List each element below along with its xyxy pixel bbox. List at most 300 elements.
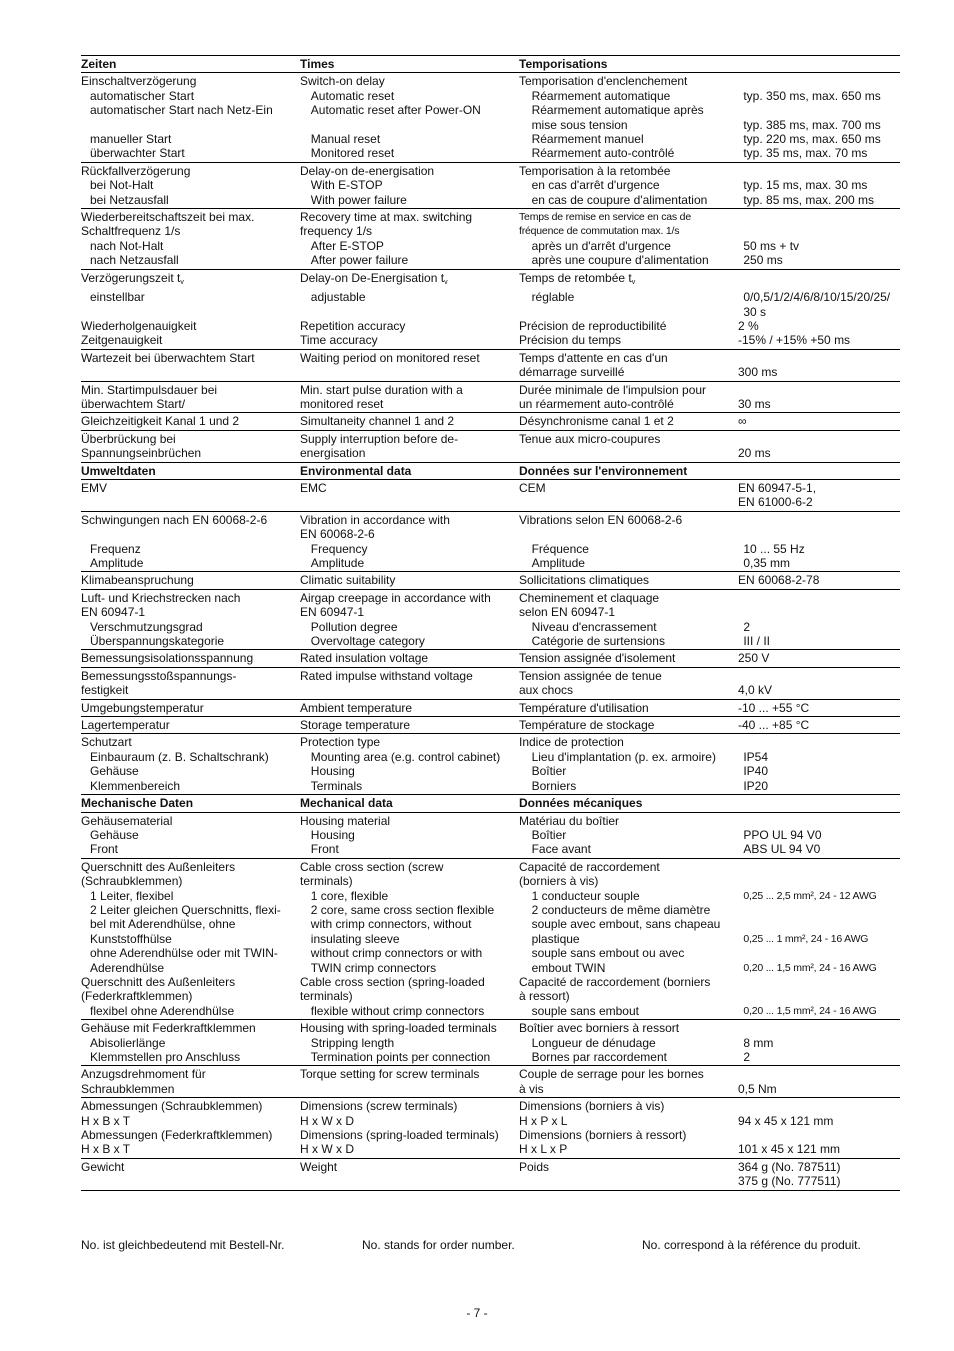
table-row (81, 89, 900, 103)
cell-de: nach Not-Halt (90, 238, 164, 253)
cell-en: Automatic reset after Power-ON (310, 103, 481, 118)
cell-en (302, 118, 523, 132)
cell-value: IP40 (743, 764, 769, 779)
cell-de: Gleichzeitigkeit Kanal 1 und 2 (81, 414, 240, 429)
cell-fr: en cas d'arrêt d'urgence (531, 178, 660, 193)
cell-fr: aux chocs (519, 683, 574, 698)
cell-de (81, 118, 302, 132)
table-row (81, 903, 900, 917)
cell-de (81, 1174, 300, 1188)
cell-en (300, 1082, 519, 1096)
cell-en: energisation (300, 446, 366, 461)
table-row (81, 735, 900, 749)
cell-value: EN 61000-6-2 (738, 495, 813, 510)
cell-fr: Réarmement auto-contrôlé (531, 146, 675, 161)
cell-de: Einschaltverzögerung (81, 74, 197, 89)
table-section (81, 571, 900, 588)
cell-en: Vibration in accordance with (300, 512, 450, 527)
cell-de: Wartezeit bei überwachtem Start (81, 350, 255, 365)
cell-fr: Boîtier (531, 764, 567, 779)
cell-en: Housing (310, 827, 355, 842)
cell-en: EMC (300, 480, 327, 495)
cell-value (743, 103, 900, 117)
cell-de: Gehäuse (90, 827, 139, 842)
cell-value (738, 271, 900, 290)
cell-fr: souple sans embout (531, 1003, 639, 1018)
table-row (81, 527, 900, 541)
cell-fr: Données mécaniques (519, 796, 643, 811)
cell-fr: Temps d'attente en cas d'un (519, 350, 668, 365)
cell-value: 2 (743, 619, 751, 634)
cell-en: Protection type (300, 735, 381, 750)
cell-en: Manual reset (310, 132, 381, 147)
cell-value: 10 ... 55 Hz (743, 541, 805, 556)
cell-value: 0,20 ... 1,5 mm², 24 - 16 AWG (743, 1004, 877, 1017)
cell-en: Recovery time at max. switching (300, 210, 473, 225)
cell-fr: embout TWIN (531, 960, 606, 975)
cell-fr: Temporisation à la retombée (519, 163, 671, 178)
cell-fr: 1 conducteur souple (531, 888, 640, 903)
cell-value: 101 x 45 x 121 mm (738, 1142, 841, 1157)
cell-de: Rückfallverzögerung (81, 163, 191, 178)
table-row (81, 605, 900, 619)
cell-value: 30 ms (738, 396, 771, 411)
cell-de: Querschnitt des Außenleiters (81, 859, 236, 874)
cell-en: adjustable (310, 290, 366, 305)
cell-fr: Borniers (531, 778, 577, 793)
cell-value: 250 V (738, 651, 770, 666)
cell-fr (519, 1174, 738, 1188)
cell-en: Torque setting for screw terminals (300, 1067, 480, 1082)
cell-de: bei Not-Halt (90, 178, 154, 193)
cell-fr: Poids (519, 1159, 550, 1174)
table-section (81, 269, 900, 349)
cell-fr: H x L x P (519, 1142, 568, 1157)
cell-de: Aderendhülse (90, 960, 165, 975)
cell-de: Wiederbereitschaftszeit bei max. (81, 210, 255, 225)
cell-value (738, 989, 900, 1003)
cell-fr: Précision de reproductibilité (519, 318, 667, 333)
cell-value: 375 g (No. 777511) (738, 1174, 841, 1189)
cell-value (738, 432, 900, 446)
cell-value: -40 ... +85 °C (738, 718, 810, 733)
table-row (81, 542, 900, 556)
table-row (81, 1174, 900, 1188)
cell-de: Spannungseinbrüchen (81, 446, 202, 461)
cell-fr: Tension assignée de tenue (519, 668, 662, 683)
table-row (81, 224, 900, 238)
table-row (81, 305, 900, 319)
cell-en: Housing (310, 764, 355, 779)
cell-en: Mechanical data (300, 796, 393, 811)
cell-de: automatischer Start nach Netz-Ein (90, 103, 273, 118)
cell-value (738, 591, 900, 605)
table-row (81, 1114, 900, 1128)
cell-en: Dimensions (spring-loaded terminals) (300, 1128, 499, 1143)
table-row (81, 178, 900, 192)
table-row (81, 1004, 900, 1018)
table-row (81, 1050, 900, 1064)
cell-en: without crimp connectors or with (310, 946, 483, 961)
cell-de: Min. Startimpulsdauer bei (81, 382, 218, 397)
cell-en: Cable cross section (screw (300, 859, 444, 874)
cell-de: 2 Leiter gleichen Querschnitts, flexi- (90, 902, 281, 917)
cell-de: Bemessungsstoßspannungs- (81, 668, 237, 683)
cell-fr: à vis (519, 1081, 544, 1096)
table-row (81, 591, 900, 605)
cell-en: Monitored reset (310, 146, 395, 161)
cell-value: 50 ms + tv (743, 238, 800, 253)
cell-value: 0,25 ... 1 mm², 24 - 16 AWG (743, 932, 869, 945)
cell-value: typ. 15 ms, max. 30 ms (743, 178, 868, 193)
cell-value (738, 874, 900, 888)
cell-value: EN 60947-5-1, (738, 480, 817, 495)
cell-fr: à ressort) (519, 989, 570, 1004)
table-section (81, 1019, 900, 1065)
cell-de: ohne Aderendhülse oder mit TWIN- (90, 946, 278, 961)
cell-fr: Amplitude (531, 556, 585, 570)
cell-de: Zeitgenauigkeit (81, 333, 163, 348)
cell-de: Bemessungsisolationsspannung (81, 651, 254, 666)
table-row (81, 989, 900, 1003)
table-row (81, 1082, 900, 1096)
cell-en: Time accuracy (300, 333, 378, 348)
cell-de (81, 365, 300, 379)
cell-value: III / II (743, 634, 771, 649)
table-row (81, 573, 900, 587)
cell-en: Weight (300, 1159, 338, 1174)
table-section (81, 462, 900, 479)
cell-value (738, 464, 900, 478)
cell-de: Überspannungskategorie (90, 634, 225, 649)
cell-en: Housing material (300, 813, 391, 828)
table-section (81, 812, 900, 858)
cell-fr: après une coupure d'alimentation (531, 253, 709, 268)
cell-fr (519, 446, 738, 460)
cell-value: -10 ... +55 °C (738, 700, 810, 715)
cell-value: 250 ms (743, 253, 783, 268)
table-row (81, 253, 900, 267)
table-section (81, 858, 900, 1019)
cell-fr: après un d'arrêt d'urgence (531, 238, 671, 253)
cell-en: Cable cross section (spring-loaded (300, 974, 485, 989)
cell-fr: selon EN 60947-1 (519, 605, 616, 620)
table-row (81, 932, 900, 946)
table-row (81, 620, 900, 634)
cell-fr: Niveau d'encrassement (531, 619, 657, 634)
table-row (81, 814, 900, 828)
cell-en: Climatic suitability (300, 573, 396, 588)
cell-en: Automatic reset (310, 88, 395, 103)
table-row (81, 193, 900, 207)
cell-value: 30 s (743, 304, 767, 319)
cell-fr: Catégorie de surtensions (531, 634, 665, 649)
cell-en: insulating sleeve (310, 931, 400, 946)
cell-fr: Fréquence (531, 541, 589, 556)
cell-de: H x B x T (81, 1113, 131, 1128)
cell-de: 1 Leiter, flexibel (90, 888, 174, 903)
cell-value: typ. 350 ms, max. 650 ms (743, 88, 881, 103)
section-header-row (81, 464, 900, 478)
footer-note-fr: No. correspond à la référence du produit. (642, 1238, 861, 1252)
cell-de: Wiederholgenauigkeit (81, 318, 197, 333)
cell-value: ABS UL 94 V0 (743, 842, 821, 857)
table-row (81, 513, 900, 527)
cell-fr: CEM (519, 480, 546, 495)
table-row (81, 118, 900, 132)
cell-en: H x W x D (300, 1113, 354, 1128)
table-row (81, 239, 900, 253)
cell-fr: Temps de retombée $t_v$ (519, 270, 636, 286)
table-row (81, 556, 900, 570)
cell-en: Delay-on de-energisation (300, 163, 435, 178)
cell-en: TWIN crimp connectors (310, 960, 437, 975)
cell-en: Dimensions (screw terminals) (300, 1099, 458, 1114)
cell-fr: Temps de remise en service en cas de (519, 211, 691, 224)
footer-note-de: No. ist gleichbedeutend mit Bestell-Nr. (81, 1238, 285, 1252)
table-row (81, 132, 900, 146)
cell-fr: Boîtier avec borniers à ressort (519, 1021, 680, 1036)
cell-value (738, 669, 900, 683)
cell-value (738, 605, 900, 619)
cell-fr: Réarmement automatique (531, 88, 671, 103)
cell-fr: Indice de protection (519, 735, 624, 750)
cell-value (738, 383, 900, 397)
cell-value (738, 1067, 900, 1081)
table-row (81, 669, 900, 683)
table-section (81, 699, 900, 716)
cell-de: Klemmenbereich (90, 778, 181, 793)
cell-value (738, 57, 900, 71)
cell-fr: Tenue aux micro-coupures (519, 431, 661, 446)
table-row (81, 1067, 900, 1081)
cell-fr: Temporisation d'enclenchement (519, 74, 688, 89)
cell-de: Lagertemperatur (81, 718, 170, 733)
cell-fr: un réarmement auto-contrôlé (519, 396, 674, 411)
table-row (81, 764, 900, 778)
cell-de: Gehäuse mit Federkraftklemmen (81, 1021, 256, 1036)
table-row (81, 917, 900, 931)
cell-value (738, 224, 900, 238)
cell-value: typ. 35 ms, max. 70 ms (743, 146, 868, 161)
cell-de: Anzugsdrehmoment für (81, 1067, 206, 1082)
cell-en (302, 305, 523, 319)
cell-en: Storage temperature (300, 718, 411, 733)
table-row (81, 365, 900, 379)
cell-value (738, 796, 900, 810)
cell-fr: Matériau du boîtier (519, 813, 620, 828)
cell-value (738, 735, 900, 749)
table-row (81, 74, 900, 88)
table-row (81, 961, 900, 975)
cell-de: Front (90, 842, 119, 857)
table-row (81, 1160, 900, 1174)
cell-value: IP54 (743, 749, 769, 764)
cell-fr: Désynchronisme canal 1 et 2 (519, 414, 674, 429)
table-row (81, 701, 900, 715)
cell-de (81, 305, 302, 319)
cell-de: Umweltdaten (81, 463, 156, 478)
cell-fr: en cas de coupure d'alimentation (531, 192, 708, 207)
table-section (81, 794, 900, 811)
table-row (81, 495, 900, 509)
cell-fr: Longueur de dénudage (531, 1035, 656, 1050)
cell-de: bei Netzausfall (90, 192, 169, 207)
cell-value: 2 % (738, 318, 759, 333)
table-section (81, 511, 900, 572)
table-section (81, 716, 900, 733)
technical-data-table (81, 55, 900, 1191)
cell-en (300, 1174, 519, 1188)
table-row (81, 319, 900, 333)
cell-en: terminals) (300, 989, 353, 1004)
cell-en (300, 365, 519, 379)
table-section (81, 589, 900, 650)
cell-fr: Tension assignée d'isolement (519, 651, 676, 666)
cell-de: einstellbar (90, 290, 145, 305)
cell-value (738, 1099, 900, 1113)
cell-value: 0,20 ... 1,5 mm², 24 - 16 AWG (743, 961, 877, 974)
cell-de: nach Netzausfall (90, 253, 179, 268)
cell-en: Supply interruption before de- (300, 431, 459, 446)
cell-en: EN 60068-2-6 (300, 527, 375, 542)
cell-value: 0,35 mm (743, 556, 791, 570)
cell-de: Verzögerungszeit $t_v$ (81, 270, 184, 286)
cell-fr: Capacité de raccordement (519, 859, 660, 874)
cell-fr: Couple de serrage pour les bornes (519, 1067, 704, 1082)
cell-fr: Face avant (531, 842, 591, 857)
cell-fr: Temporisations (519, 57, 608, 71)
table-row (81, 210, 900, 224)
cell-de: Frequenz (90, 541, 141, 556)
cell-value (738, 860, 900, 874)
table-section (81, 412, 900, 429)
cell-de (81, 527, 300, 541)
cell-en: frequency 1/s (300, 224, 373, 239)
cell-en: 1 core, flexible (310, 888, 389, 903)
cell-value (738, 527, 900, 541)
cell-fr: Données sur l'environnement (519, 463, 688, 478)
cell-value: typ. 220 ms, max. 650 ms (743, 132, 881, 147)
cell-de: H x B x T (81, 1142, 131, 1157)
cell-de: Abmessungen (Federkraftklemmen) (81, 1128, 273, 1143)
cell-fr: Bornes par raccordement (531, 1050, 667, 1064)
table-section (81, 430, 900, 462)
cell-fr: Température de stockage (519, 718, 655, 733)
cell-en: Waiting period on monitored reset (300, 350, 480, 365)
cell-value: -15% / +15% +50 ms (738, 333, 851, 348)
table-section (81, 55, 900, 72)
table-row (81, 414, 900, 428)
section-header-row (81, 57, 900, 71)
cell-de: Querschnitt des Außenleiters (81, 974, 236, 989)
cell-fr (519, 527, 738, 541)
table-row (81, 828, 900, 842)
cell-de: flexibel ohne Aderendhülse (90, 1003, 235, 1018)
cell-en: Frequency (310, 541, 368, 556)
cell-en: Ambient temperature (300, 700, 413, 715)
cell-value (738, 1021, 900, 1035)
cell-en: Rated insulation voltage (300, 651, 429, 666)
cell-en: Times (300, 57, 335, 71)
cell-de: Zeiten (81, 57, 117, 71)
cell-en: With power failure (310, 192, 407, 207)
cell-en: Switch-on delay (300, 74, 385, 89)
table-row (81, 103, 900, 117)
cell-de: Abmessungen (Schraubklemmen) (81, 1099, 263, 1114)
cell-fr: Sollicitations climatiques (519, 573, 650, 588)
cell-value (738, 164, 900, 178)
cell-value: EN 60068-2-78 (738, 573, 820, 588)
cell-en: Rated impulse withstand voltage (300, 668, 473, 683)
cell-de: Gewicht (81, 1159, 125, 1174)
table-section (81, 349, 900, 381)
cell-de: EMV (81, 480, 108, 495)
cell-en: 2 core, same cross section flexible (310, 902, 495, 917)
cell-en: Stripping length (310, 1035, 395, 1050)
cell-en: Housing with spring-loaded terminals (300, 1021, 497, 1036)
cell-de: bel mit Aderendhülse, ohne (90, 917, 236, 932)
table-row (81, 1036, 900, 1050)
footer-notes (81, 1238, 900, 1254)
cell-fr: Dimensions (borniers à ressort) (519, 1128, 687, 1143)
cell-fr: Précision du temps (519, 333, 622, 348)
cell-en: Airgap creepage in accordance with (300, 590, 491, 605)
table-row (81, 333, 900, 347)
table-row (81, 1142, 900, 1156)
cell-de: Mechanische Daten (81, 796, 194, 811)
cell-de: Schraubklemmen (81, 1081, 175, 1096)
cell-value: 2 (743, 1050, 751, 1064)
table-section (81, 381, 900, 413)
cell-fr: plastique (531, 931, 580, 946)
cell-fr: H x P x L (519, 1113, 568, 1128)
cell-en: terminals) (300, 874, 353, 889)
table-section (81, 733, 900, 794)
table-row (81, 975, 900, 989)
table-section (81, 649, 900, 666)
table-row (81, 683, 900, 697)
cell-value: 0,5 Nm (738, 1081, 777, 1096)
cell-en: With E-STOP (310, 178, 383, 193)
cell-de: Umgebungstemperatur (81, 700, 204, 715)
table-row (81, 889, 900, 903)
cell-de: Überbrückung bei (81, 431, 176, 446)
cell-en: with crimp connectors, without (310, 917, 472, 932)
cell-fr: Cheminement et claquage (519, 590, 660, 605)
cell-en: EN 60947-1 (300, 605, 365, 620)
cell-de: Gehäuse (90, 764, 139, 779)
table-row (81, 860, 900, 874)
cell-fr: fréquence de commutation max. 1/s (519, 225, 680, 238)
cell-value (738, 74, 900, 88)
table-row (81, 290, 900, 304)
cell-value: 8 mm (743, 1035, 774, 1050)
cell-fr: Dimensions (borniers à vis) (519, 1099, 665, 1114)
cell-value (743, 946, 900, 960)
cell-value: 0,25 ... 2,5 mm², 24 - 12 AWG (743, 889, 877, 902)
table-row (81, 446, 900, 460)
cell-en: Amplitude (310, 556, 365, 570)
cell-value: ∞ (738, 414, 747, 429)
table-row (81, 383, 900, 397)
table-row (81, 750, 900, 764)
cell-value (738, 513, 900, 527)
cell-de: überwachtem Start/ (81, 396, 186, 411)
cell-fr: Réarmement automatique après (531, 103, 704, 118)
cell-de: Einbauraum (z. B. Schaltschrank) (90, 749, 269, 764)
cell-value: typ. 85 ms, max. 200 ms (743, 192, 875, 207)
